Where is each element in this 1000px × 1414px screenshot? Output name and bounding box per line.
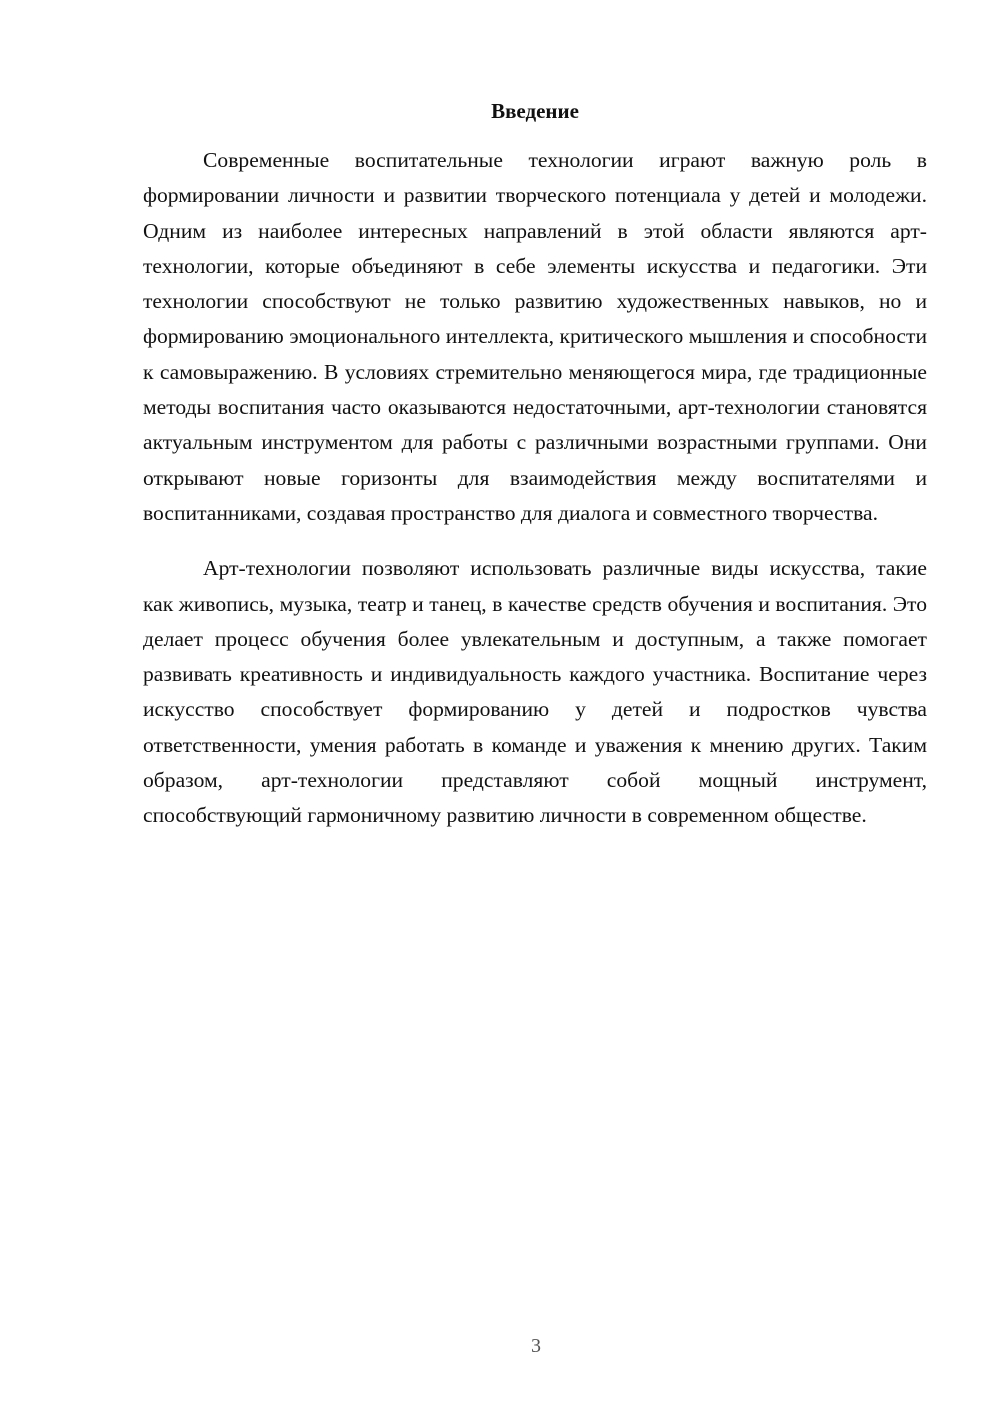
paragraph-1: Современные воспитательные технологии играют важную роль в формировании личности и развитии творческого потенциала у детей и молодежи. Одним из наиболее интересных направлений в этой области являются арт-технологии, которые объединяют в себе элементы искусства и педагогики. Эти технологии способствуют не только развитию художественных навыков, но и формированию эмоционального интеллекта, критического мышления и способности к самовыражению. В условиях стремительно меняющегося мира, где традиционные методы воспитания часто оказываются недостаточными, арт-технологии становятся актуальным инструментом для работы с различными возрастными группами. Они открывают новые горизонты для взаимодействия между воспитателями и воспитанниками, создавая пространство для диалога и совместного творчества. bbox=[143, 148, 927, 525]
document-body bbox=[143, 143, 927, 834]
page-number: 3 bbox=[531, 1335, 541, 1357]
page-title: Введение bbox=[491, 99, 579, 123]
paragraph-2: Арт-технологии позволяют использовать различные виды искусства, такие как живопись, музыка, театр и танец, в качестве средств обучения и воспитания. Это делает процесс обучения более увлекательным и доступным, а также помогает развивать креативность и индивидуальность каждого участника. Воспитание через искусство способствует формированию у детей и подростков чувства ответственности, умения работать в команде и уважения к мнению других. Таким образом, арт-технологии представляют собой мощный инструмент, способствующий гармоничному развитию личности в современном обществе. bbox=[143, 556, 927, 828]
